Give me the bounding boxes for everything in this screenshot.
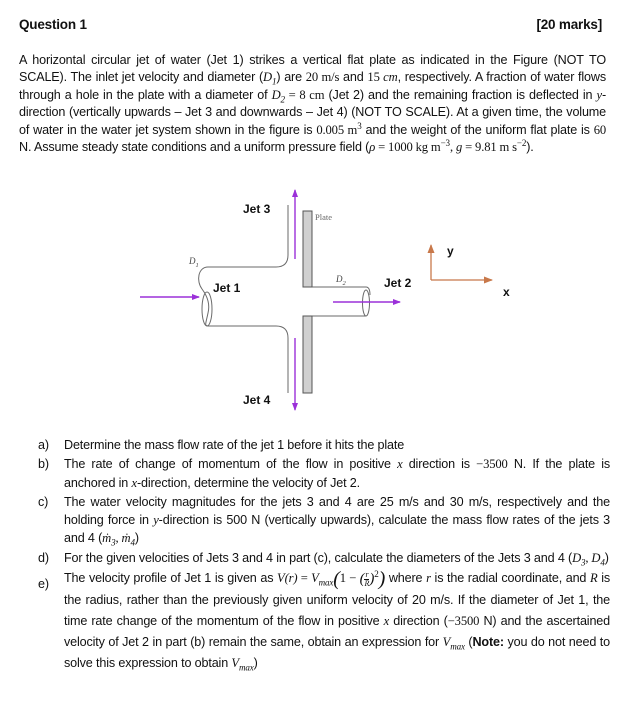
math-d2: $D_2$	[271, 87, 285, 105]
velocity-profile-equation: $V(r) = V_{max}(1$ − ( $\frac{r}{R}$ )$^2$)	[277, 568, 386, 591]
volume-value: 0.005 $m^3$	[316, 120, 362, 137]
intro-text: ) are	[276, 70, 306, 85]
flow-arrows	[140, 190, 400, 410]
intro-text: (Jet 2) and the remaining fraction is deflected in	[324, 87, 597, 102]
d1-figure-label: $D_1$	[189, 256, 199, 269]
axis-x-label: x	[503, 285, 510, 299]
question-label: c)	[38, 494, 49, 509]
question-title: Question 1	[19, 17, 87, 32]
jet2-label: Jet 2	[384, 276, 412, 290]
question-label: d)	[38, 550, 49, 565]
problem-statement	[19, 52, 606, 156]
diameter-unit: cm	[383, 70, 398, 85]
density-value: ρ = 1000 kg $m^{-3}$, g = 9.81 m $s^{-2}$	[369, 137, 527, 155]
diameter-value: 15	[367, 70, 384, 85]
question-text: The rate of change of momentum of the flow in positive x direction is −3500 N. If the plate is anchored in x-direction, determine the velocity of Jet 2.	[64, 457, 611, 490]
question-text: For the given velocities of Jets 3 and 4 in part (c), calculate the diameters of the Jets 3 and 4 ($D_3$, $D_4$)	[64, 550, 609, 568]
jet-streamlines	[199, 205, 370, 393]
intro-text: N. Assume steady state conditions and a uniform pressure field (	[19, 140, 370, 155]
d2-value: = 8 cm	[284, 87, 325, 102]
axis-y-label: y	[447, 244, 454, 258]
question-text: Determine the mass flow rate of the jet 1 before it hits the plate	[64, 438, 405, 452]
weight-value: 60	[593, 122, 607, 137]
intro-text: ).	[526, 140, 534, 155]
intro-text: , respectively. A fraction of water flows through a hole in the plate with a diameter of	[19, 70, 606, 102]
intro-text: and	[339, 70, 368, 85]
velocity-value: 20 m/s	[305, 70, 340, 85]
question-text: The water velocity magnitudes for the jets 3 and 4 are 25 m/s and 30 m/s, respectively and the holding force in y-direction is 500 N (vertically upwards), calculate the mass flow rates of the jets 3 and 4 (ṁ$_3$, ṁ$_4$)	[64, 494, 610, 548]
question-d	[38, 549, 610, 567]
jet3-label: Jet 3	[243, 202, 271, 216]
plate-lower	[303, 316, 312, 393]
question-b	[38, 455, 610, 492]
question-a	[38, 436, 610, 454]
jet-diagram-svg	[140, 185, 540, 420]
question-label: a)	[38, 438, 49, 452]
math-d1: $D_1$	[263, 70, 277, 87]
question-c	[38, 493, 610, 548]
question-label: e)	[38, 577, 49, 592]
question-marks: [20 marks]	[536, 17, 602, 32]
axis-indicator	[431, 245, 492, 280]
plate-upper	[303, 211, 312, 287]
question-list	[38, 436, 610, 675]
intro-text: and the weight of the uniform flat plate is	[361, 122, 594, 137]
jet1-label: Jet 1	[213, 281, 241, 295]
jet-plate-figure	[140, 185, 540, 420]
jet4-label: Jet 4	[243, 393, 271, 407]
math-y: y	[596, 87, 602, 102]
question-label: b)	[38, 457, 49, 472]
question-e	[38, 568, 610, 674]
intro-text: -direction (vertically upwards – Jet 3 and downwards – Jet 4) (NOT TO SCALE). At a given time, the volume of water in the water jet system shown in the figure is	[19, 87, 606, 137]
intro-text: A horizontal circular jet of water (Jet 1) strikes a vertical flat plate as indicated in the Figure (NOT TO SCALE). The inlet jet velocity and diameter (	[19, 53, 606, 85]
plate-label: Plate	[315, 212, 332, 222]
d2-figure-label: $D_2$	[336, 274, 346, 287]
note-label: Note:	[472, 635, 504, 650]
question-header	[19, 17, 606, 32]
question-text: The velocity profile of Jet 1 is given as $V(r) = V_{max}(1$ − ( $\frac{r}{R}$ )$^2$) where r is the radial coordinate, and R is the radius, rather than the previously given uniform velocity of 20 m/s. If the diameter of Jet 1, the time rate change of the momentum of the flow in positive x direction (−3500 N) and the ascertained velocity of Jet 2 in part (b) remain the same, obtain an expression for $V_{max}$ (Note: you do not need to solve this expression to obtain $V_{max}$)	[64, 568, 611, 673]
